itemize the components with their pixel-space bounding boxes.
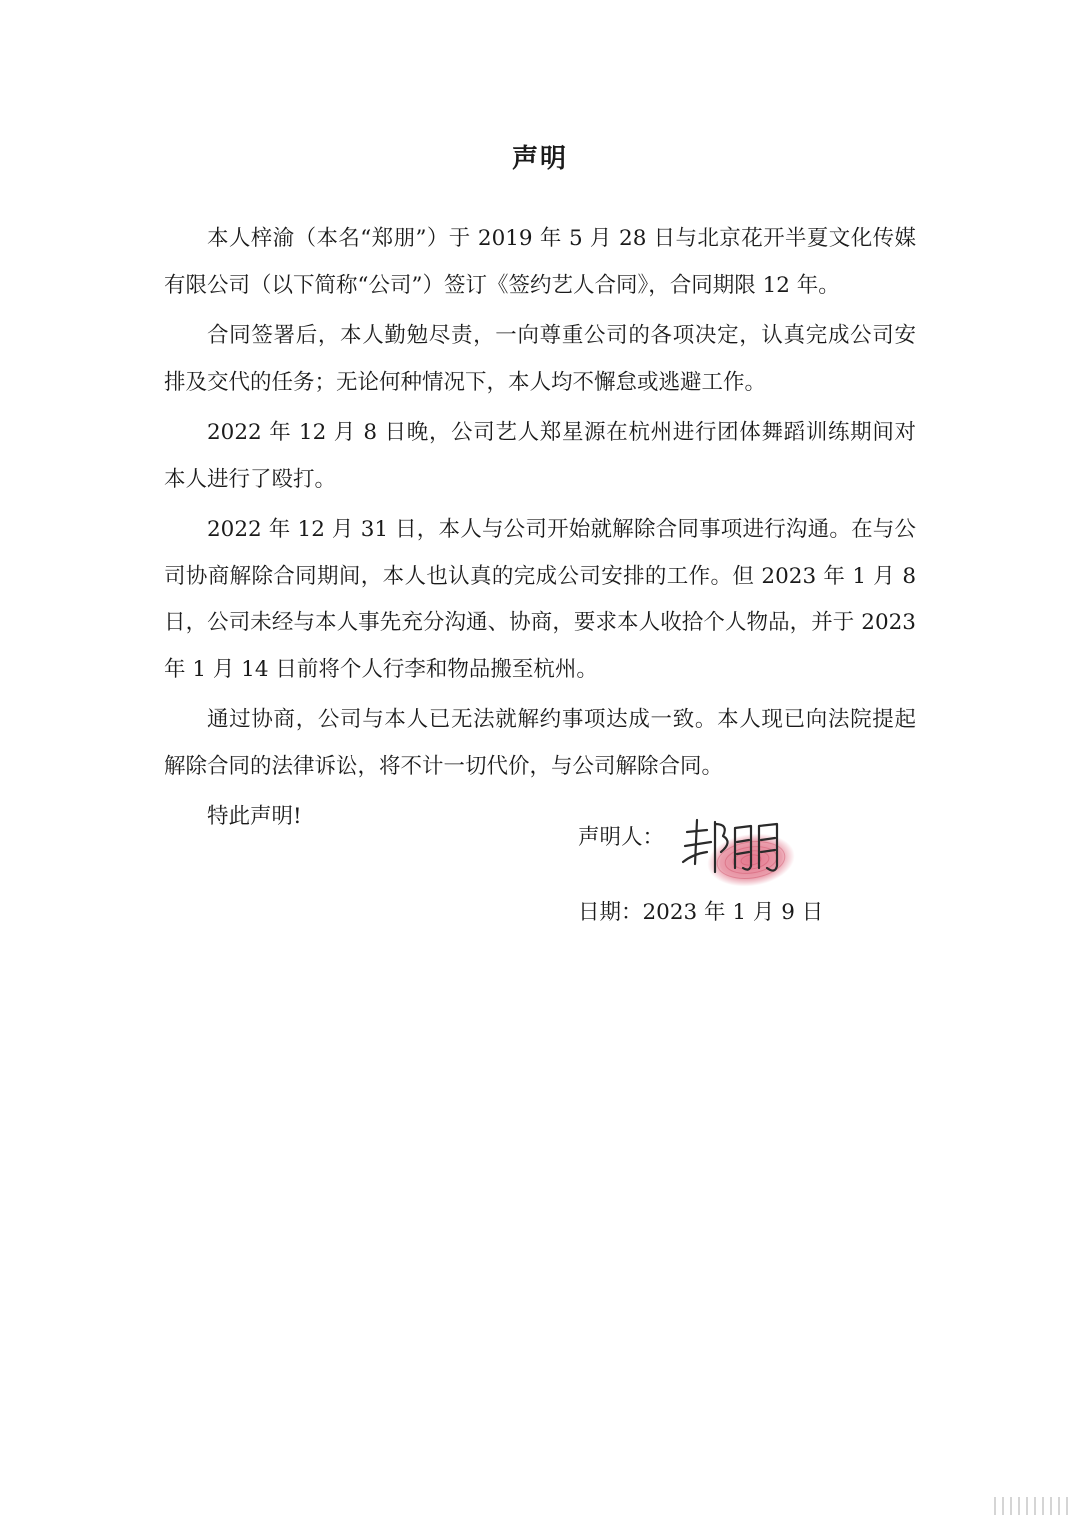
paragraph-diligence: 合同签署后，本人勤勉尽责，一向尊重公司的各项决定，认真完成公司安排及交代的任务；无论何种情况下，本人均不懈怠或逃避工作。 bbox=[164, 323, 916, 395]
paragraph-closing: 特此声明! bbox=[207, 804, 302, 829]
paragraph-negotiation: 2022 年 12 月 31 日，本人与公司开始就解除合同事项进行沟通。在与公司协商解除合同期间，本人也认真的完成公司安排的工作。但 2023 年 1 月 8 日，公司未经与本人事先充分沟通、协商，要求本人收拾个人物品，并于 2023 年 1 月 14 日前将个人行李和物品搬至杭州。 bbox=[164, 517, 916, 682]
paragraph-contract: 本人梓渝（本名“郑朋”）于 2019 年 5 月 28 日与北京花开半夏文化传媒有限公司（以下简称“公司”）签订《签约艺人合同》，合同期限 12 年。 bbox=[164, 226, 916, 298]
signature-block bbox=[578, 812, 838, 902]
watermark-icon bbox=[938, 1497, 1068, 1515]
signatory-label: 声明人： bbox=[578, 825, 665, 850]
signature-with-fingerprint-icon bbox=[673, 802, 803, 894]
paragraph-incident: 2022 年 12 月 8 日晚，公司艺人郑星源在杭州进行团体舞蹈训练期间对本人进行了殴打。 bbox=[164, 420, 916, 492]
document-title: 声明 bbox=[511, 144, 568, 174]
paragraph-lawsuit: 通过协商，公司与本人已无法就解约事项达成一致。本人现已向法院提起解除合同的法律诉讼，将不计一切代价，与公司解除合同。 bbox=[164, 707, 916, 779]
document-body bbox=[164, 216, 916, 845]
statement-date: 日期：2023 年 1 月 9 日 bbox=[578, 900, 824, 925]
